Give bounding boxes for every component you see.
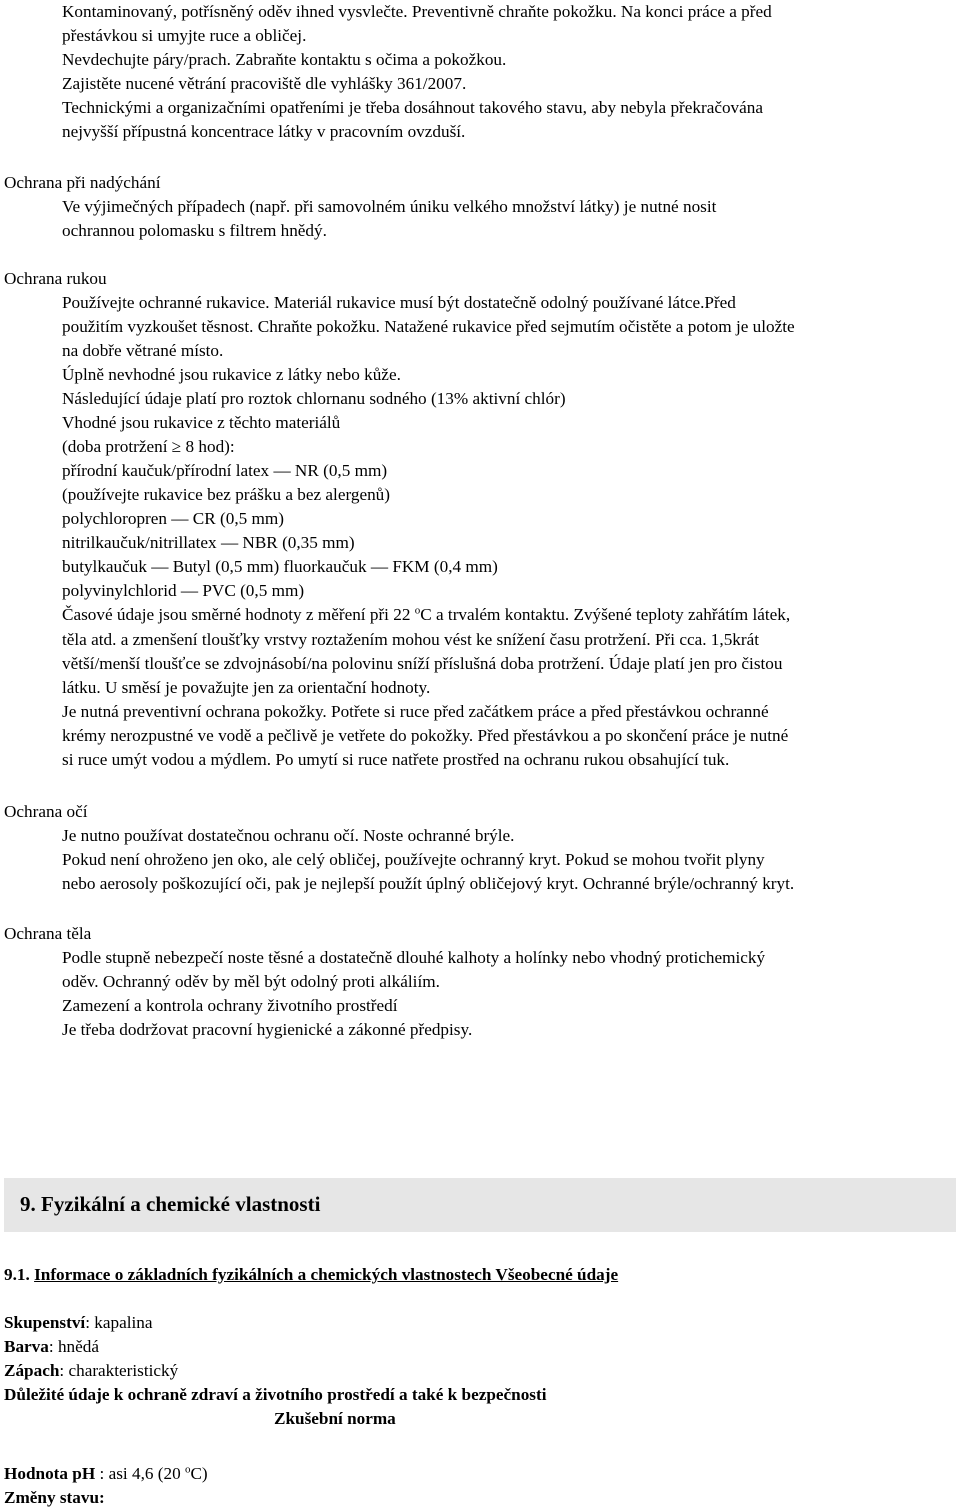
section-heading-eyes: Ochrana očí xyxy=(4,802,88,821)
property-state xyxy=(4,1311,153,1335)
text-line: Následující údaje platí pro roztok chlornanu sodného (13% aktivní chlór) xyxy=(62,389,566,408)
text-line: ochrannou polomasku s filtrem hnědý. xyxy=(62,221,327,240)
property-value: : hnědá xyxy=(48,1337,99,1356)
section-heading-hands: Ochrana rukou xyxy=(4,269,107,288)
text-line: butylkaučuk — Butyl (0,5 mm) fluorkaučuk — FKM (0,4 mm) xyxy=(62,557,498,576)
text-line: Ve výjimečných případech (např. při samovolném úniku velkého množství látky) je nutné nosit xyxy=(62,197,717,216)
text-line: Podle stupně nebezpečí noste těsné a dostatečně dlouhé kalhoty a holínky nebo vhodný protichemický xyxy=(62,948,766,967)
property-color xyxy=(4,1335,99,1359)
text-line: použitím vyzkoušet těsnost. Chraňte pokožku. Natažené rukavice před sejmutím očistěte a potom je uložte xyxy=(62,317,795,336)
section-heading-breathing: Ochrana při nadýchání xyxy=(4,173,161,192)
text-line: Pokud není ohroženo jen oko, ale celý obličej, používejte ochranný kryt. Pokud se mohou tvořit plyny xyxy=(62,850,765,869)
important-heading: Důležité údaje k ochraně zdraví a životního prostředí a také k bezpečnosti xyxy=(4,1385,547,1404)
property-label: Barva xyxy=(4,1337,49,1356)
text-line: krémy nerozpustné ve vodě a pečlivě je vetřete do pokožky. Před přestávkou a po skončení práce je nutné xyxy=(62,726,789,745)
text-line: přírodní kaučuk/přírodní latex — NR (0,5 mm) xyxy=(62,461,388,480)
text-line: si ruce umýt vodou a mýdlem. Po umytí si ruce natřete prostřed na ochranu rukou obsahující tuk. xyxy=(62,750,730,769)
superscript: o xyxy=(414,604,421,617)
text-line: Vhodné jsou rukavice z těchto materiálů xyxy=(62,413,341,432)
text-fragment: Časové údaje jsou směrné hodnoty z měření při 22 xyxy=(62,605,415,624)
text-line: nitrilkaučuk/nitrillatex — NBR (0,35 mm) xyxy=(62,533,355,552)
text-line: Technickými a organizačními opatřeními je třeba dosáhnout takového stavu, aby nebyla překračována xyxy=(62,98,764,117)
property-value: : kapalina xyxy=(85,1313,153,1332)
text-line-temperature xyxy=(62,603,790,627)
text-line: polychloropren — CR (0,5 mm) xyxy=(62,509,284,528)
property-value: : asi 4,6 (20 xyxy=(95,1464,185,1483)
text-line: Je třeba dodržovat pracovní hygienické a zákonné předpisy. xyxy=(62,1020,473,1039)
property-label: Zápach xyxy=(4,1361,60,1380)
property-value: C) xyxy=(190,1464,208,1483)
subsection-heading xyxy=(4,1263,618,1287)
text-line: na dobře větrané místo. xyxy=(62,341,224,360)
test-norm-heading: Zkušební norma xyxy=(274,1409,396,1428)
subsection-number: 9.1. xyxy=(4,1265,30,1284)
state-change-heading: Změny stavu: xyxy=(4,1488,105,1507)
text-line: přestávkou si umyjte ruce a obličej. xyxy=(62,26,307,45)
property-label: Skupenství xyxy=(4,1313,86,1332)
text-line: Používejte ochranné rukavice. Materiál rukavice musí být dostatečně odolný používané látce.Před xyxy=(62,293,736,312)
section-heading-body: Ochrana těla xyxy=(4,924,92,943)
text-line: nejvyšší přípustná koncentrace látky v pracovním ovzduší. xyxy=(62,122,466,141)
text-line: Zajistěte nucené větrání pracoviště dle vyhlášky 361/2007. xyxy=(62,74,467,93)
subsection-title: Informace o základních fyzikálních a chemických vlastnostech Všeobecné údaje xyxy=(34,1265,619,1284)
property-value: : charakteristický xyxy=(59,1361,179,1380)
text-line: těla atd. a zmenšení tloušťky vrstvy roztažením mohou vést ke snížení času protržení. Při cca. 1,5krát xyxy=(62,630,760,649)
text-line: nebo aerosoly poškozující oči, pak je nejlepší použít úplný obličejový kryt. Ochranné brýle/ochranný kryt. xyxy=(62,874,795,893)
text-line: Je nutno používat dostatečnou ochranu očí. Noste ochranné brýle. xyxy=(62,826,515,845)
text-fragment: C a trvalém kontaktu. Zvýšené teploty zahřátím látek, xyxy=(420,605,791,624)
text-line: (doba protržení ≥ 8 hod): xyxy=(62,437,235,456)
text-line: Nevdechujte páry/prach. Zabraňte kontaktu s očima a pokožkou. xyxy=(62,50,507,69)
text-line: Kontaminovaný, potřísněný oděv ihned vysvlečte. Preventivně chraňte pokožku. Na konci práce a před xyxy=(62,2,772,21)
text-line: látku. U směsí je považujte jen za orientační hodnoty. xyxy=(62,678,431,697)
text-line: Je nutná preventivní ochrana pokožky. Potřete si ruce před začátkem práce a před přestávkou ochranné xyxy=(62,702,769,721)
text-line: oděv. Ochranný oděv by měl být odolný proti alkáliím. xyxy=(62,972,440,991)
text-line: větší/menší tloušťce se zdvojnásobí/na polovinu sníží příslušná doba protržení. Údaje platí jen pro čistou xyxy=(62,654,783,673)
section-title: 9. Fyzikální a chemické vlastnosti xyxy=(20,1192,321,1216)
text-line: (používejte rukavice bez prášku a bez alergenů) xyxy=(62,485,390,504)
text-line: polyvinylchlorid — PVC (0,5 mm) xyxy=(62,581,305,600)
property-odor xyxy=(4,1359,178,1383)
text-line: Zamezení a kontrola ochrany životního prostředí xyxy=(62,996,398,1015)
property-label: Hodnota pH xyxy=(4,1464,96,1483)
text-line: Úplně nevhodné jsou rukavice z látky nebo kůže. xyxy=(62,365,401,384)
property-ph xyxy=(4,1462,208,1486)
superscript: o xyxy=(184,1463,191,1476)
